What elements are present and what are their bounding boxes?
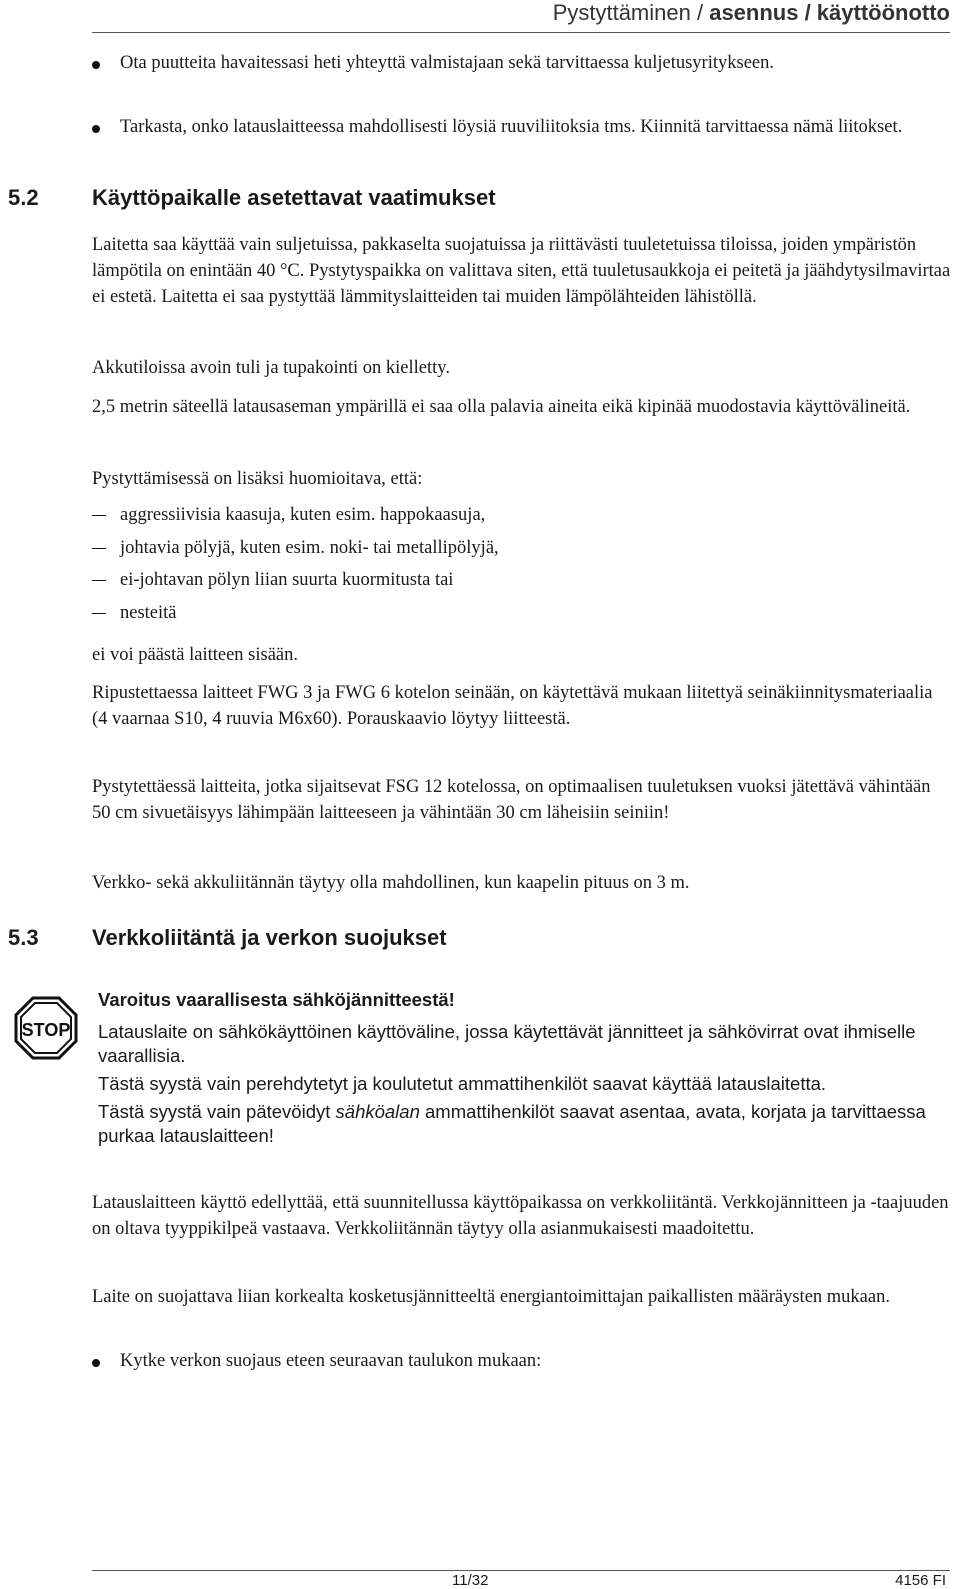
paragraph: Pystytettäessä laitteita, jotka sijaitsevat FSG 12 kotelossa, on optimaalisen tuuletuksen vuoksi jätettävä vähintään 50 cm sivuetäisyys lähimpään laitteeseen ja vähintään 30 cm läheisiin seiniin! — [92, 777, 931, 823]
running-header — [553, 0, 950, 26]
list-item — [92, 567, 952, 593]
bullet-icon — [92, 1359, 100, 1367]
page-number: 11/32 — [452, 1572, 489, 1589]
paragraph: 2,5 metrin säteellä latausaseman ympärillä ei saa olla palavia aineita eikä kipinää muodostavia käyttövälineitä. — [92, 397, 911, 417]
warning-text-part: Tästä syystä vain pätevöidyt — [98, 1101, 336, 1122]
list-item — [92, 1348, 952, 1374]
paragraph: Ripustettaessa laitteet FWG 3 ja FWG 6 kotelon seinään, on käytettävä mukaan liitettyä seinäkiinnitysmateriaalia (4 vaarnaa S10, 4 ruuvia M6x60). Porauskaavio löytyy liitteestä. — [92, 683, 933, 729]
list-item — [92, 114, 952, 140]
bullet-text: Tarkasta, onko latauslaitteessa mahdollisesti löysiä ruuviliitoksia tms. Kiinnitä tarvittaessa nämä liitokset. — [120, 117, 903, 137]
footer-rule — [92, 1570, 950, 1571]
header-part-1: Pystyttäminen / — [552, 0, 710, 25]
dash-text: ei-johtavan pölyn liian suurta kuormitusta tai — [120, 570, 454, 590]
list-item — [92, 535, 952, 561]
bullet-text: Kytke verkon suojaus eteen seuraavan taulukon mukaan: — [120, 1351, 542, 1371]
warning-box — [98, 988, 948, 1148]
dash-text: nesteitä — [120, 603, 177, 623]
dash-icon — [92, 613, 106, 614]
list-item — [92, 600, 952, 626]
section-number: 5.2 — [8, 185, 39, 210]
section-title: Verkkoliitäntä ja verkon suojukset — [92, 925, 447, 950]
paragraph: Akkutiloissa avoin tuli ja tupakointi on kielletty. — [92, 358, 450, 378]
list-item — [92, 502, 952, 528]
warning-text: Latauslaite on sähkökäyttöinen käyttöväline, jossa käytettävät jännitteet ja sähkövirrat ovat ihmiselle vaarallisia. — [98, 1021, 916, 1066]
warning-text-part: ammattihenkilöt saavat asentaa, avata, korjata ja tarvittaessa purkaa latauslaitteen! — [98, 1101, 926, 1146]
warning-text: Tästä syystä vain perehdytetyt ja koulutetut ammattihenkilöt saavat käyttää latauslaitetta. — [98, 1073, 827, 1094]
dash-text: johtavia pölyjä, kuten esim. noki- tai metallipölyjä, — [120, 538, 499, 558]
section-title: Käyttöpaikalle asetettavat vaatimukset — [92, 185, 496, 210]
header-part-2: asennus / käyttöönotto — [709, 0, 950, 25]
dash-icon — [92, 548, 106, 549]
bullet-icon — [92, 61, 100, 69]
document-id: 4156 FI — [895, 1572, 946, 1589]
paragraph: Latauslaitteen käyttö edellyttää, että suunnitellussa käyttöpaikassa on verkkoliitäntä. Verkkojännitteen ja -taajuuden on oltava tyyppikilpeä vastaava. Verkkoliitännän täytyy olla asianmukaisesti maadoitettu. — [92, 1193, 949, 1239]
dash-icon — [92, 580, 106, 581]
section-heading-5-2 — [8, 184, 496, 212]
warning-text — [98, 1100, 948, 1148]
dash-icon — [92, 515, 106, 516]
warning-title: Varoitus vaarallisesta sähköjännitteestä! — [98, 989, 455, 1010]
bullet-icon — [92, 125, 100, 133]
paragraph: Laitetta saa käyttää vain suljetuissa, pakkaselta suojatuissa ja riittävästi tuuletetuissa tiloissa, joiden ympäristön lämpötila on enintään 40 °C. Pystytyspaikka on valittava siten, että tuuletusaukkoja ei peitetä ja jäähdytysilmavirtaa ei estetä. Laitetta ei saa pystyttää lämmityslaitteiden tai muiden lämpölähteiden lähistöllä. — [92, 235, 951, 307]
list-item — [92, 50, 952, 76]
warning-text-emphasis: sähköalan — [335, 1101, 420, 1122]
section-number: 5.3 — [8, 925, 39, 950]
paragraph: Laite on suojattava liian korkealta kosketusjännitteeltä energiantoimittajan paikallisten määräysten mukaan. — [92, 1287, 890, 1307]
stop-sign-text: STOP — [21, 1020, 71, 1040]
stop-sign-icon — [14, 996, 78, 1060]
dash-text: aggressiivisia kaasuja, kuten esim. happokaasuja, — [120, 505, 486, 525]
paragraph: ei voi päästä laitteen sisään. — [92, 645, 298, 665]
bullet-text: Ota puutteita havaitessasi heti yhteyttä valmistajaan sekä tarvittaessa kuljetusyritykseen. — [120, 53, 774, 73]
section-heading-5-3 — [8, 924, 447, 952]
header-rule — [92, 32, 950, 33]
paragraph: Pystyttämisessä on lisäksi huomioitava, että: — [92, 469, 423, 489]
paragraph: Verkko- sekä akkuliitännän täytyy olla mahdollinen, kun kaapelin pituus on 3 m. — [92, 873, 690, 893]
